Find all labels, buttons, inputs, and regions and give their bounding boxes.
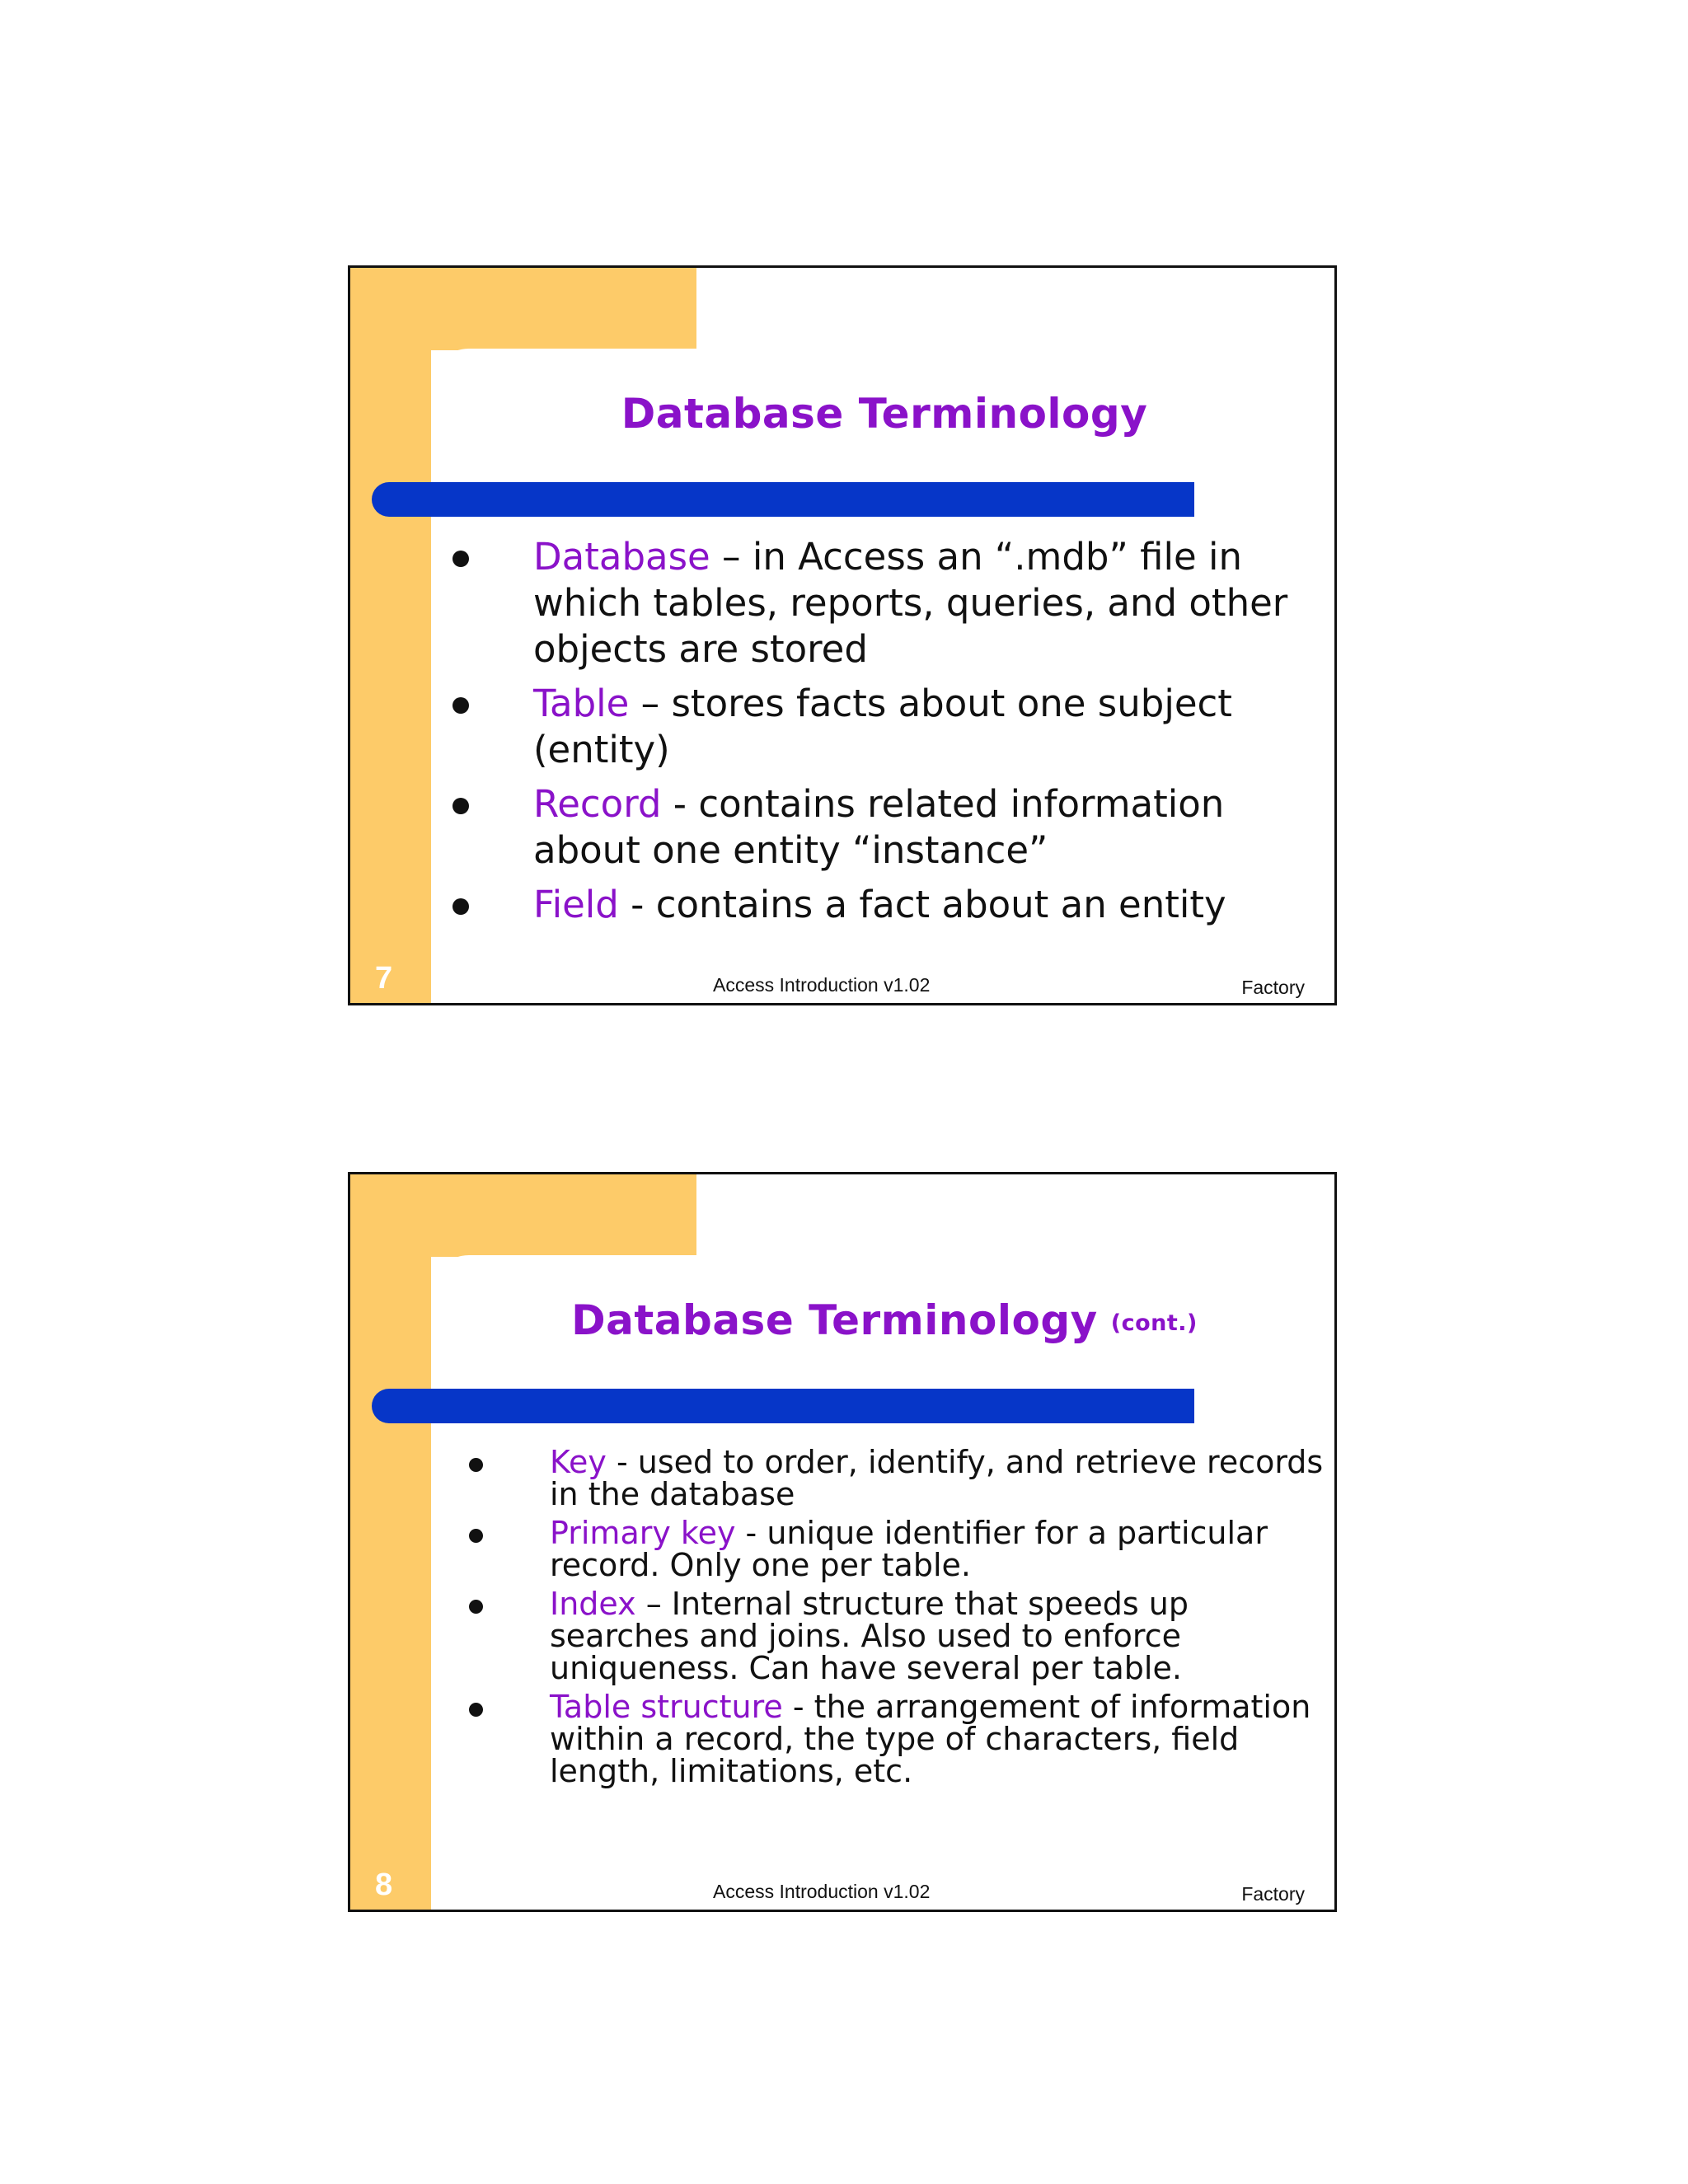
slide-title-text: Database Terminology xyxy=(571,1296,1098,1344)
footer-company: Factory xyxy=(1241,977,1305,998)
bullet-dot-icon xyxy=(452,697,469,714)
slide-number: 7 xyxy=(375,961,393,996)
slide-title xyxy=(431,1296,1337,1344)
slide-7 xyxy=(348,265,1337,1005)
bullet-text: – in Access an “.mdb” file in which tables, reports, queries, and other objects are stored xyxy=(533,535,1288,671)
bullet-dot-icon xyxy=(452,798,469,814)
bullet-dot-icon xyxy=(452,898,469,915)
title-underline-bar xyxy=(372,482,1194,517)
slide-title xyxy=(431,390,1337,438)
footer-company: Factory xyxy=(1241,1883,1305,1905)
bullet-item-field xyxy=(448,882,1321,928)
bullet-item-primary-key xyxy=(459,1517,1325,1582)
bullet-item-index xyxy=(459,1588,1325,1685)
bullet-dot-icon xyxy=(452,551,469,567)
bullet-term: Table structure xyxy=(550,1689,783,1725)
bullet-dot-icon xyxy=(469,1703,483,1717)
bullet-term: Index xyxy=(550,1586,636,1622)
bullet-dot-icon xyxy=(469,1458,483,1472)
bullet-text: - contains a fact about an entity xyxy=(618,883,1226,926)
slide-title-text: Database Terminology xyxy=(621,390,1148,438)
bullet-term: Primary key xyxy=(550,1515,736,1551)
bullet-text: - the arrangement of information within a record, the type of characters, field length, limitations, etc. xyxy=(550,1689,1311,1789)
footer-title: Access Introduction v1.02 xyxy=(713,1881,931,1902)
bullet-item-table-structure xyxy=(459,1691,1325,1788)
bullet-text: - unique identifier for a particular record. Only one per table. xyxy=(550,1515,1268,1583)
bullet-item-record xyxy=(448,781,1321,874)
bullet-item-database xyxy=(448,534,1321,673)
slide-number: 8 xyxy=(375,1868,393,1902)
title-underline-bar xyxy=(372,1389,1194,1423)
bullet-item-key xyxy=(459,1446,1325,1511)
footer-title: Access Introduction v1.02 xyxy=(713,974,931,996)
bullet-text: - used to order, identify, and retrieve records in the database xyxy=(550,1444,1324,1512)
slide-title-suffix: (cont.) xyxy=(1110,1310,1198,1336)
bullet-item-table xyxy=(448,681,1321,773)
bullet-text: – stores facts about one subject (entity) xyxy=(533,682,1232,771)
bullet-term: Key xyxy=(550,1444,607,1480)
gold-top-band xyxy=(350,268,696,350)
gold-sidebar xyxy=(350,268,431,1003)
bullet-text: - contains related information about one entity “instance” xyxy=(533,782,1225,872)
bullet-dot-icon xyxy=(469,1529,483,1543)
bullet-list xyxy=(459,1446,1325,1794)
bullet-term: Record xyxy=(533,782,662,826)
bullet-term: Field xyxy=(533,883,619,926)
gold-sidebar xyxy=(350,1174,431,1910)
bullet-term: Database xyxy=(533,535,710,579)
slide-8 xyxy=(348,1172,1337,1912)
gold-top-band xyxy=(350,1174,696,1257)
bullet-text: – Internal structure that speeds up searches and joins. Also used to enforce uniqueness. Can have several per table. xyxy=(550,1586,1189,1686)
bullet-dot-icon xyxy=(469,1600,483,1614)
bullet-term: Table xyxy=(533,682,630,725)
bullet-list xyxy=(448,534,1321,936)
